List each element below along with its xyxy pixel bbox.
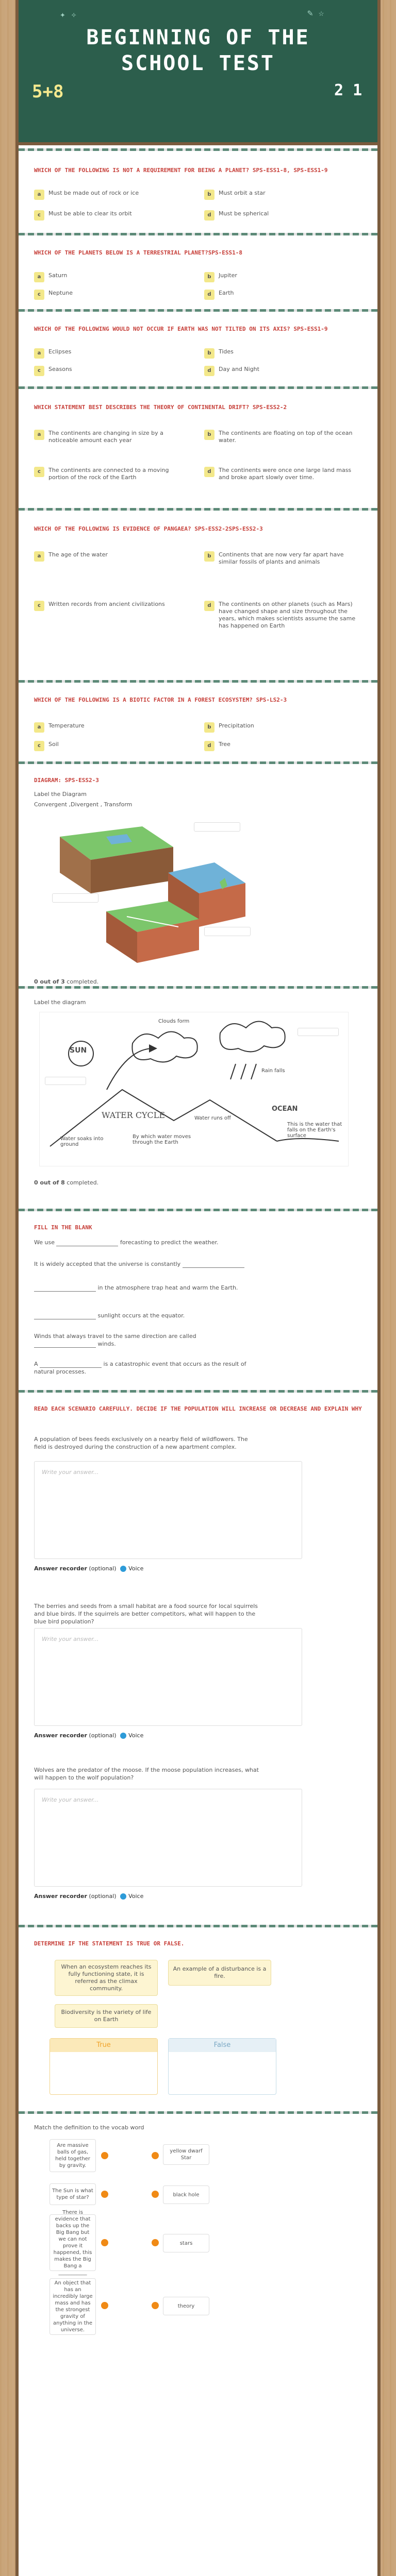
section-title: DETERMINE IF THE STATEMENT IS TRUE OR FALSE. [34,1940,185,1947]
scenario-1: A population of bees feeds exclusively on a nearby field of wildflowers. The field is destroyed during the construction of a new apartment complex. [34,1436,248,1450]
vocab-card: stars [163,2234,209,2252]
question-5 [34,524,374,629]
label-diagram-2 [34,998,374,1186]
divider [19,148,377,151]
section-title: READ EACH SCENARIO CAREFULLY. DECIDE IF THE POPULATION WILL INCREASE OR DECREASE AND EXPLAIN WHY [34,1405,362,1412]
option-letter: b [204,190,214,200]
divider [19,1209,377,1211]
option-c[interactable] [34,741,189,751]
title-line-2: SCHOOL TEST [121,52,275,75]
fill-sentence-5: Winds that always travel to the same direction are called winds. [34,1333,196,1347]
option-label: Jupiter [219,272,237,279]
question-6 [34,696,374,749]
fill-in-blank-section [34,1223,374,1375]
title-line-1: BEGINNING OF THE [86,26,310,49]
false-label: False [169,2039,276,2052]
option-a[interactable] [34,430,189,444]
match-handle[interactable] [152,2152,159,2159]
option-label: Tides [219,348,234,355]
divider [19,986,377,989]
option-label: Must be spherical [219,210,269,217]
definition-card: Are massive balls of gas, held together by gravity. [50,2139,96,2172]
question-text: WHICH STATEMENT BEST DESCRIBES THE THEORY OF CONTINENTAL DRIFT? SPS-ESS2-2 [34,404,287,411]
label-text: Water runs off [194,1115,231,1121]
content-end [19,2361,377,2576]
chalk-scribble-icon: ✎ ☆ [307,8,324,19]
blank-input[interactable] [40,1362,102,1368]
divider [19,2111,377,2114]
option-label: Earth [219,290,234,296]
option-label: The continents were once one large land mass and broke apart slowly over time. [219,467,352,481]
match-handle[interactable] [152,2191,159,2198]
option-label: Tree [219,741,230,748]
match-handle[interactable] [101,2191,108,2198]
definition-card: The Sun is what type of star? [50,2183,96,2205]
answer-textarea[interactable]: Write your answer... [34,1461,302,1559]
option-b[interactable] [204,348,359,359]
definition-card: An object that has an incredibly large mass and has the strongest gravity of anything in the universe. [50,2278,96,2335]
option-label: Eclipses [48,348,72,355]
question-text: WHICH OF THE FOLLOWING WOULD NOT OCCUR IF EARTH WAS NOT TILTED ON ITS AXIS? SPS-ESS1-9 [34,326,328,332]
fill-sentence-1: We use forecasting to predict the weather. [34,1239,219,1246]
option-letter: b [204,722,214,733]
answer-recorder[interactable]: Answer recorder (optional) Voice [34,1893,144,1900]
option-label: The continents are changing in size by a noticeable amount each year [48,430,163,444]
divider [19,386,377,389]
option-letter: c [34,741,44,751]
option-label: Continents that are now very far apart have similar fossils of plants and animals [219,551,344,565]
statement-card[interactable]: When an ecosystem reaches its fully functioning state, it is referred as the climax community. [55,1960,158,1996]
option-d[interactable] [204,366,359,376]
label-text: This is the water that falls on the Earth's surface [287,1122,342,1139]
question-3 [34,325,374,374]
match-handle[interactable] [101,2302,108,2309]
label-drop-zone[interactable] [298,1028,339,1036]
label-progress: 0 out of 8 completed. [34,1179,99,1186]
option-letter: d [204,290,214,300]
option-d[interactable] [204,210,359,221]
fill-sentence-2: It is widely accepted that the universe is constantly [34,1260,244,1268]
option-label: Saturn [48,272,68,279]
question-1 [34,166,374,218]
blank-input[interactable] [34,1285,96,1292]
plate-diagram [50,816,282,971]
divider [19,309,377,312]
question-4 [34,403,374,481]
water-cycle-diagram [39,1012,349,1166]
option-a[interactable] [34,348,189,359]
vocab-card: black hole [163,2185,209,2204]
instructions: Label the Diagram [34,791,87,798]
option-a[interactable] [34,190,189,200]
option-b[interactable] [204,430,359,444]
option-letter: a [34,190,44,200]
option-letter: d [204,467,214,477]
option-a[interactable] [34,722,189,733]
option-letter: c [34,366,44,376]
option-letter: b [204,551,214,562]
fill-sentence-6: A is a catastrophic event that occurs as the result of natural processes. [34,1361,246,1375]
true-drop-zone[interactable] [50,2038,158,2095]
option-letter: d [204,366,214,376]
microphone-icon [120,1893,126,1900]
option-letter: d [204,741,214,751]
option-c[interactable] [34,467,189,481]
option-label: Neptune [48,290,73,296]
fill-sentence-4: sunlight occurs at the equator. [34,1312,185,1319]
question-text: WHICH OF THE FOLLOWING IS A BIOTIC FACTOR IN A FOREST ECOSYSTEM? SPS-LS2-3 [34,697,287,703]
option-letter: d [204,601,214,611]
option-b[interactable] [204,190,359,200]
label-text: Rain falls [261,1068,285,1074]
answer-textarea[interactable]: Write your answer... [34,1628,302,1726]
option-letter: b [204,348,214,359]
blank-input[interactable] [34,1313,96,1319]
option-letter: b [204,430,214,440]
option-a[interactable] [34,272,189,282]
option-letter: a [34,348,44,359]
match-handle[interactable] [101,2239,108,2246]
label-progress: 0 out of 3 completed. [34,978,99,985]
label-text: Clouds form [158,1019,190,1024]
option-letter: c [34,467,44,477]
option-label: The age of the water [48,551,108,558]
label-drop-zone[interactable] [204,927,251,936]
divider [19,233,377,235]
option-b[interactable] [204,722,359,733]
option-label: Seasons [48,366,72,372]
label-drop-zone[interactable] [194,822,240,832]
option-letter: b [204,272,214,282]
header-chalkboard [15,0,381,145]
vocab-card: yellow dwarf Star [163,2144,209,2165]
label-text: Water soaks into ground [60,1136,104,1147]
option-letter: a [34,722,44,733]
open-ended-section [34,1404,374,1900]
divider [19,1390,377,1393]
option-c[interactable] [34,210,189,221]
true-false-section [34,1939,374,2049]
answer-recorder[interactable]: Answer recorder (optional) Voice [34,1565,144,1572]
answer-textarea[interactable]: Write your answer... [34,1789,302,1887]
option-label: Temperature [48,722,85,729]
label-drop-zone[interactable] [52,893,98,903]
fill-sentence-3: in the atmosphere trap heat and warm the Earth. [34,1284,251,1292]
option-b[interactable] [204,272,359,282]
option-label: Written records from ancient civilizations [48,601,165,607]
option-b[interactable] [204,551,359,566]
section-title: FILL IN THE BLANK [34,1224,92,1231]
label-text: By which water moves through the Earth [133,1134,191,1145]
divider [19,761,377,764]
option-c[interactable] [34,290,189,300]
option-label: Precipitation [219,722,254,729]
option-label: Must orbit a star [219,190,266,196]
option-d[interactable] [204,467,359,481]
question-text: WHICH OF THE FOLLOWING IS EVIDENCE OF PANGAEA? SPS-ESS2-2SPS-ESS2-3 [34,526,263,532]
vocab-card: theory [163,2297,209,2315]
option-d[interactable] [204,741,359,751]
option-label: Day and Night [219,366,259,372]
option-label: The continents are connected to a moving portion of the rock of the Earth [48,467,169,481]
option-label: Soil [48,741,59,748]
option-letter: a [34,430,44,440]
divider [19,508,377,511]
vocab-match-section [34,2124,374,2333]
chalk-star-icon: ✦ ✧ [60,9,77,20]
divider [19,1925,377,1927]
label-diagram-1 [34,776,374,985]
option-d[interactable] [204,290,359,300]
option-d[interactable] [204,601,359,630]
chalk-math-right: 2 1 [334,81,362,99]
question-2 [34,248,374,297]
ocean-label: OCEAN [272,1105,298,1113]
option-label: Must be made out of rock or ice [48,190,139,196]
false-drop-zone[interactable] [168,2038,276,2095]
sun-label: SUN [70,1046,87,1055]
blank-input[interactable] [183,1262,244,1268]
option-label: The continents on other planets (such as Mars) have changed shape and size throughout the years, which makes scientists assume the same has happened on Earth [219,601,356,629]
option-letter: c [34,210,44,221]
match-handle[interactable] [152,2302,159,2309]
water-cycle-label: WATER CYCLE [102,1110,165,1120]
match-handle[interactable] [101,2152,108,2159]
divider [19,680,377,683]
word-bank: Convergent ,Divergent , Transform [34,801,133,808]
option-c[interactable] [34,601,189,611]
option-letter: c [34,290,44,300]
statement-card[interactable]: An example of a disturbance is a fire. [168,1960,271,1986]
blank-input[interactable] [34,1342,96,1348]
option-c[interactable] [34,366,189,376]
true-label: True [50,2039,157,2052]
option-letter: d [204,210,214,221]
option-label: Must be able to clear its orbit [48,210,132,217]
blank-input[interactable] [56,1240,118,1246]
instructions: Label the diagram [34,999,86,1006]
question-text: WHICH OF THE PLANETS BELOW IS A TERRESTRIAL PLANET?SPS-ESS1-8 [34,249,242,256]
option-letter: a [34,272,44,282]
question-text: WHICH OF THE FOLLOWING IS NOT A REQUIREMENT FOR BEING A PLANET? SPS-ESS1-8, SPS-ESS1-9 [34,167,328,174]
match-handle[interactable] [152,2239,159,2246]
scenario-2: The berries and seeds from a small habitat are a food source for local squirrels and blue birds. If the squirrels are better competitors, what will happen to the blue bird population? [34,1603,258,1625]
chalk-math-left: 5+8 [32,81,64,102]
quiz-content [15,145,381,2576]
answer-recorder[interactable]: Answer recorder (optional) Voice [34,1732,144,1739]
scenario-3: Wolves are the predator of the moose. If the moose population increases, what will happen to the wolf population? [34,1767,259,1781]
section-title: Match the definition to the vocab word [34,2124,144,2131]
option-letter: a [34,551,44,562]
option-letter: c [34,601,44,611]
label-drop-zone[interactable] [45,1077,86,1085]
microphone-icon [120,1733,126,1739]
microphone-icon [120,1566,126,1572]
option-a[interactable] [34,551,189,562]
statement-card[interactable]: Biodiversity is the variety of life on Earth [55,2004,158,2028]
definition-card: There is evidence that backs up the Big Bang but we can not prove it happened, this makes the Big Bang a ___________ [50,2214,96,2271]
question-text: DIAGRAM: SPS-ESS2-3 [34,777,99,784]
option-label: The continents are floating on top of the ocean water. [219,430,353,444]
